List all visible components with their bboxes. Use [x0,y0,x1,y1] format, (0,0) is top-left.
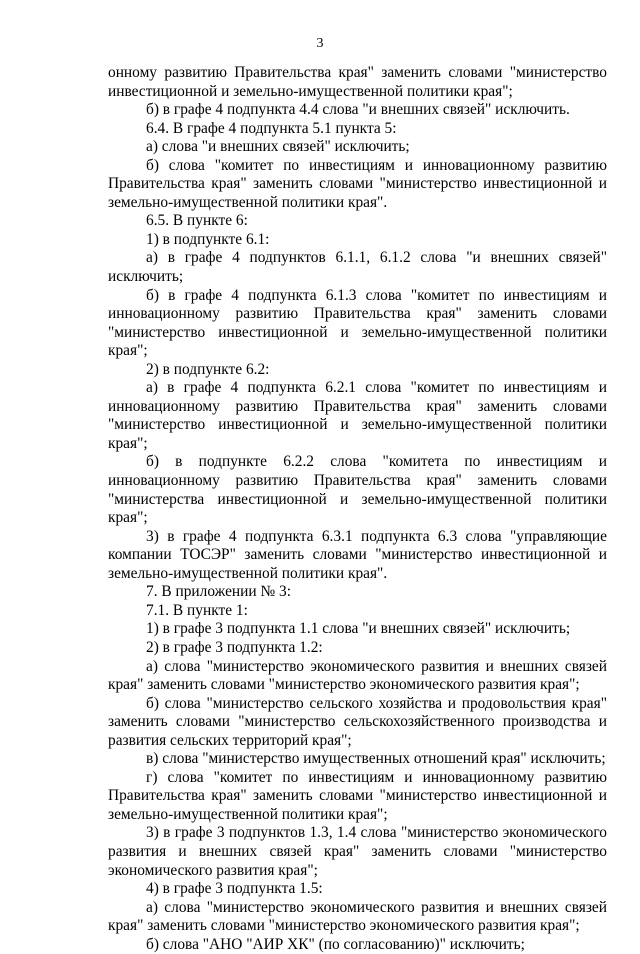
paragraph: а) в графе 4 подпункта 6.2.1 слова "комитет по инвестициям и инновационному развитию Правительства края" заменить словами "министерство инвестиционной и земельно-имущественной политики края"; [108,379,607,452]
paragraph: 3) в графе 4 подпункта 6.3.1 подпункта 6.3 слова "управляющие компании ТОСЭР" заменить словами "министерство инвестиционной и земельно-имущественной политики края". [108,527,607,582]
paragraph: 6.4. В графе 4 подпункта 5.1 пункта 5: [146,119,397,137]
paragraph: а) в графе 4 подпунктов 6.1.1, 6.1.2 слова "и внешних связей" исключить; [108,249,607,286]
paragraph: 7. В приложении № 3: [146,583,291,601]
paragraph: 4) в графе 3 подпункта 1.5: [146,880,323,898]
paragraph: 7.1. В пункте 1: [146,601,248,619]
paragraph: 2) в графе 3 подпункта 1.2: [146,638,323,656]
paragraph: 1) в графе 3 подпункта 1.1 слова "и внешних связей" исключить; [146,620,571,638]
paragraph: б) в подпункте 6.2.2 слова "комитета по инвестициям и инновационному развитию Правительства края" заменить словами "министерства инвестиционной и земельно-имущественной политики края"; [108,453,607,527]
document-body [108,64,607,954]
paragraph: б) в графе 4 подпункта 6.1.3 слова "комитет по инвестициям и инновационному развитию Правительства края" заменить словами "министерство инвестиционной и земельно-имущественной политики края"; [108,286,607,360]
paragraph: г) слова "комитет по инвестициям и инновационному развитию Правительства края" заменить словами "министерство инвестиционной и земельно-имущественной политики края"; [108,768,607,823]
paragraph: 1) в подпункте 6.1: [146,230,270,248]
paragraph: 6.5. В пункте 6: [146,212,248,230]
paragraph: онному развитию Правительства края" заменить словами "министерство инвестиционной и земельно-имущественной политики края"; [108,64,607,100]
paragraph: 2) в подпункте 6.2: [146,360,270,378]
paragraph: 3) в графе 3 подпунктов 1.3, 1.4 слова "министерство экономического развития и внешних связей края" заменить словами "министерство экономического развития края"; [108,824,607,879]
paragraph: б) слова "АНО "АИР ХК" (по согласованию)" исключить; [146,935,525,953]
paragraph: а) слова "и внешних связей" исключить; [146,138,410,156]
paragraph: в) слова "министерство имущественных отношений края" исключить; [146,750,606,768]
paragraph: б) слова "комитет по инвестициям и инновационному развитию Правительства края" заменить словами "министерство инвестиционной и земельно-имущественной политики края". [108,156,607,211]
paragraph: б) в графе 4 подпункта 4.4 слова "и внешних связей" исключить. [146,101,570,119]
paragraph: а) слова "министерство экономического развития и внешних связей края" заменить словами "министерство экономического развития края"; [108,898,607,935]
paragraph: а) слова "министерство экономического развития и внешних связей края" заменить словами "министерство экономического развития края"; [108,657,607,694]
page-number: 3 [316,36,324,51]
paragraph: б) слова "министерство сельского хозяйства и продовольствия края" заменить словами "министерство сельскохозяйственного производства и развития сельских территорий края"; [108,694,607,749]
